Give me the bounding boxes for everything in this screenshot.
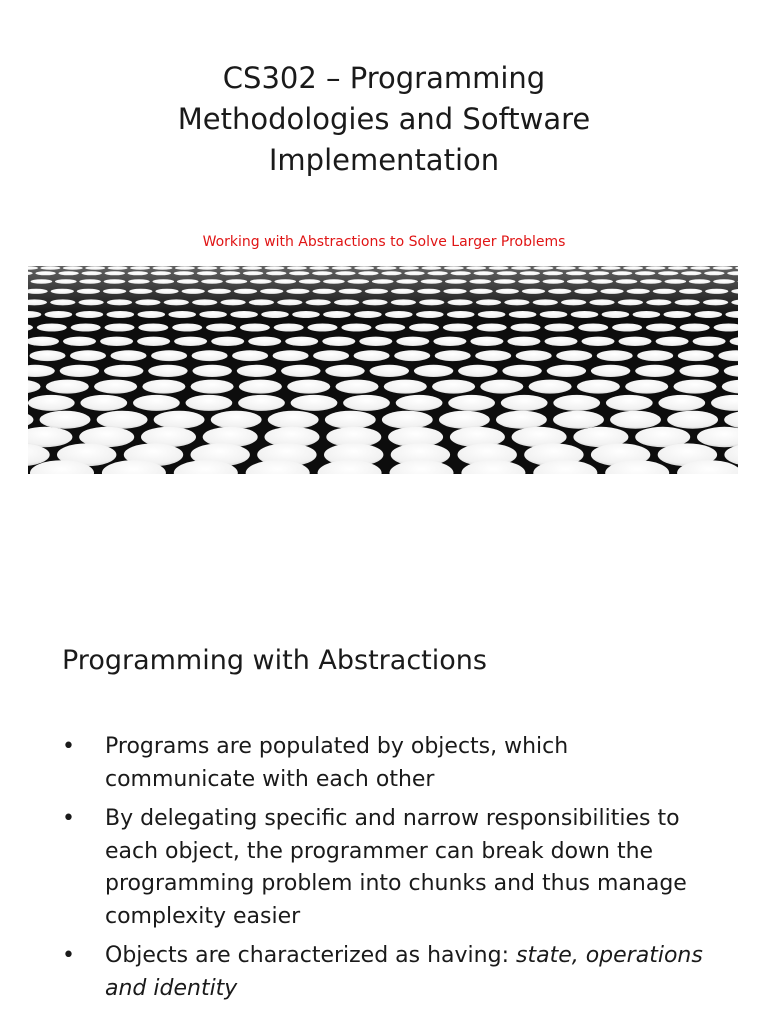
slide1-title-line-2: Methodologies and Software bbox=[177, 102, 591, 136]
bullet-text: Objects are characterized as having: bbox=[105, 943, 516, 968]
bullet-text: By delegating specific and narrow responsibilities to each object, the programmer can break down the programming problem into chunks and thus manage complexity easier bbox=[105, 806, 687, 929]
bullet-item bbox=[62, 731, 722, 796]
bullet-list bbox=[62, 731, 722, 1012]
slide1-title-line-3: Implementation bbox=[268, 143, 500, 177]
bullet-dot: • bbox=[62, 943, 75, 968]
bullet-item bbox=[62, 940, 722, 1005]
bullet-dot: • bbox=[62, 806, 75, 831]
bullet-emphasis: state, operations and identity bbox=[105, 943, 703, 1001]
slide1-title-line-1: CS302 – Programming bbox=[222, 61, 546, 95]
bullet-item bbox=[62, 803, 722, 933]
bullet-dot: • bbox=[62, 734, 75, 759]
slide1-title bbox=[84, 58, 684, 181]
discs-pattern-image bbox=[28, 266, 738, 474]
slide2-title: Programming with Abstractions bbox=[62, 645, 487, 676]
slide1-subtitle: Working with Abstractions to Solve Larger Problems bbox=[202, 234, 566, 250]
hero-image bbox=[28, 266, 738, 474]
bullet-text: Programs are populated by objects, which communicate with each other bbox=[105, 734, 569, 792]
